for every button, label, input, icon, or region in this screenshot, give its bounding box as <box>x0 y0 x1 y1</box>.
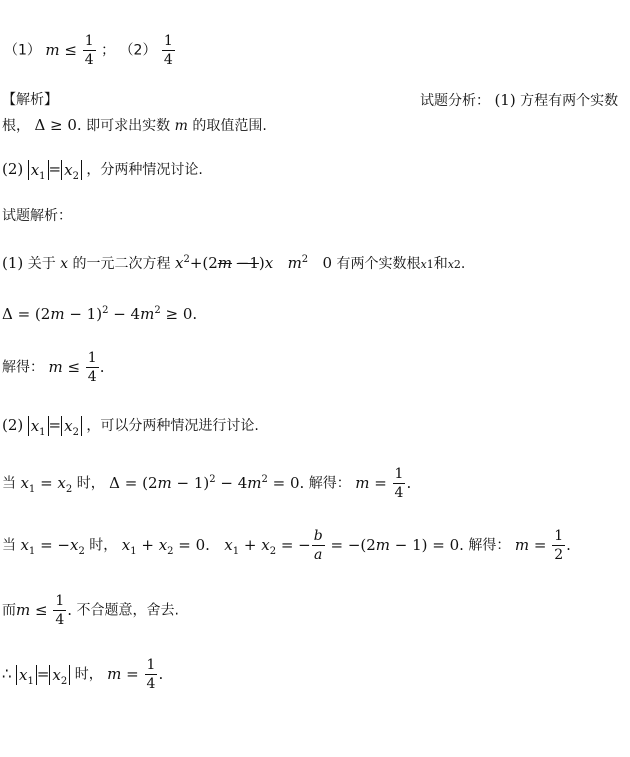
s1-c: 有两个实数根 <box>336 256 421 272</box>
case1-when: 当 <box>2 475 16 492</box>
result-1-formula: m ≤ $\frac{1}{4}$ . <box>48 350 105 385</box>
final-result: m = $\frac{1}{4}$ . <box>107 657 164 692</box>
discriminant-formula: $\Delta = (2m - 1)^2 - 4m^2 \ge 0$. <box>2 305 198 323</box>
analysis-line1-end: 方程有两个实数 <box>520 93 619 109</box>
case-1 <box>2 466 411 501</box>
analysis-label: 试题分析： <box>420 93 490 109</box>
case1-solve: 解得： <box>308 475 351 492</box>
case2-condition: $x_1 = -x_2$ <box>20 535 85 557</box>
part1-marker-2: (1) <box>2 254 24 272</box>
abs-equality-2: $x_1 = x_2$ <box>28 416 82 434</box>
case2-when: 当 <box>2 537 16 554</box>
answer-2-formula: $\frac{1}{4}$ <box>163 33 173 68</box>
s2-text: ，可以分两种情况进行讨论. <box>86 418 259 434</box>
discriminant-condition: Δ ≥ 0. <box>34 116 82 134</box>
s1-d: 和 <box>433 256 448 272</box>
answer-1-formula: m ≤ $\frac{1}{4}$ <box>45 33 94 68</box>
final-line <box>2 657 163 692</box>
answer-part-2-label: （2） <box>119 42 157 59</box>
case-2 <box>2 528 571 563</box>
analysis-line2-c: 的取值范围. <box>192 118 267 134</box>
quadratic-equation: $x^2+(2m -1)x$ $m^2$ 0 <box>174 254 333 272</box>
s1-b: 的一元二次方程 <box>72 256 171 272</box>
analysis-line-2 <box>2 116 267 135</box>
analysis-line3-text: ，分两种情况讨论. <box>86 162 203 178</box>
answer-line <box>4 33 176 68</box>
answer-separator: ； <box>101 42 116 59</box>
reject-line <box>2 593 179 628</box>
variable-m: m <box>174 118 188 134</box>
final-time: 时， <box>74 666 103 683</box>
solution-header: 试题解析： <box>2 208 72 224</box>
solution-result-1 <box>2 350 105 385</box>
case2-time: 时， <box>89 537 118 554</box>
case2-solve: 解得： <box>468 537 511 554</box>
analysis-line2-a: 根， <box>2 118 30 134</box>
solution-step-1: (1) 关于 x 的一元二次方程 $x^2+(2m -1)x$ $m^2$ 0 有两个实数根x1和x2. <box>2 254 466 272</box>
part2-marker-2: (2) <box>2 416 24 434</box>
case2-result: m = $\frac{1}{2}$ . <box>514 528 571 563</box>
case2-sum: $x_1 + x_2 = 0$. $x_1 + x_2$ = − $\frac{b}{a}$ = −(2m − 1) = 0. <box>121 528 464 563</box>
therefore-symbol: ∴ <box>2 664 12 683</box>
analysis-line-3 <box>2 160 203 180</box>
reject-a: 而 <box>2 602 16 619</box>
case1-result: m = $\frac{1}{4}$ . <box>355 466 412 501</box>
answer-part-1-label: （1） <box>4 42 41 59</box>
analysis-line2-b: 即可求出实数 <box>86 118 171 134</box>
solution-step-2 <box>2 416 259 436</box>
reject-formula: m ≤ $\frac{1}{4}$ . <box>16 593 73 628</box>
analysis-header: 【解析】 <box>2 92 58 108</box>
case1-condition: $x_1 = x_2$ <box>20 473 73 495</box>
case1-discriminant: $\Delta = (2m - 1)^2 - 4m^2 = 0$. <box>109 473 305 492</box>
s1-a: 关于 <box>27 256 56 272</box>
abs-equality: $x_1 = x_2$ <box>28 160 82 178</box>
variable-x: x <box>60 256 69 272</box>
reject-b: 不合题意，舍去. <box>76 602 179 619</box>
analysis-label-line <box>420 91 618 110</box>
part1-marker: (1) <box>494 91 516 109</box>
solve-label-1: 解得： <box>2 359 44 376</box>
part2-marker: (2) <box>2 160 24 178</box>
case1-time: 时， <box>76 475 105 492</box>
abs-equality-3: $x_1 = x_2$ <box>16 665 70 683</box>
